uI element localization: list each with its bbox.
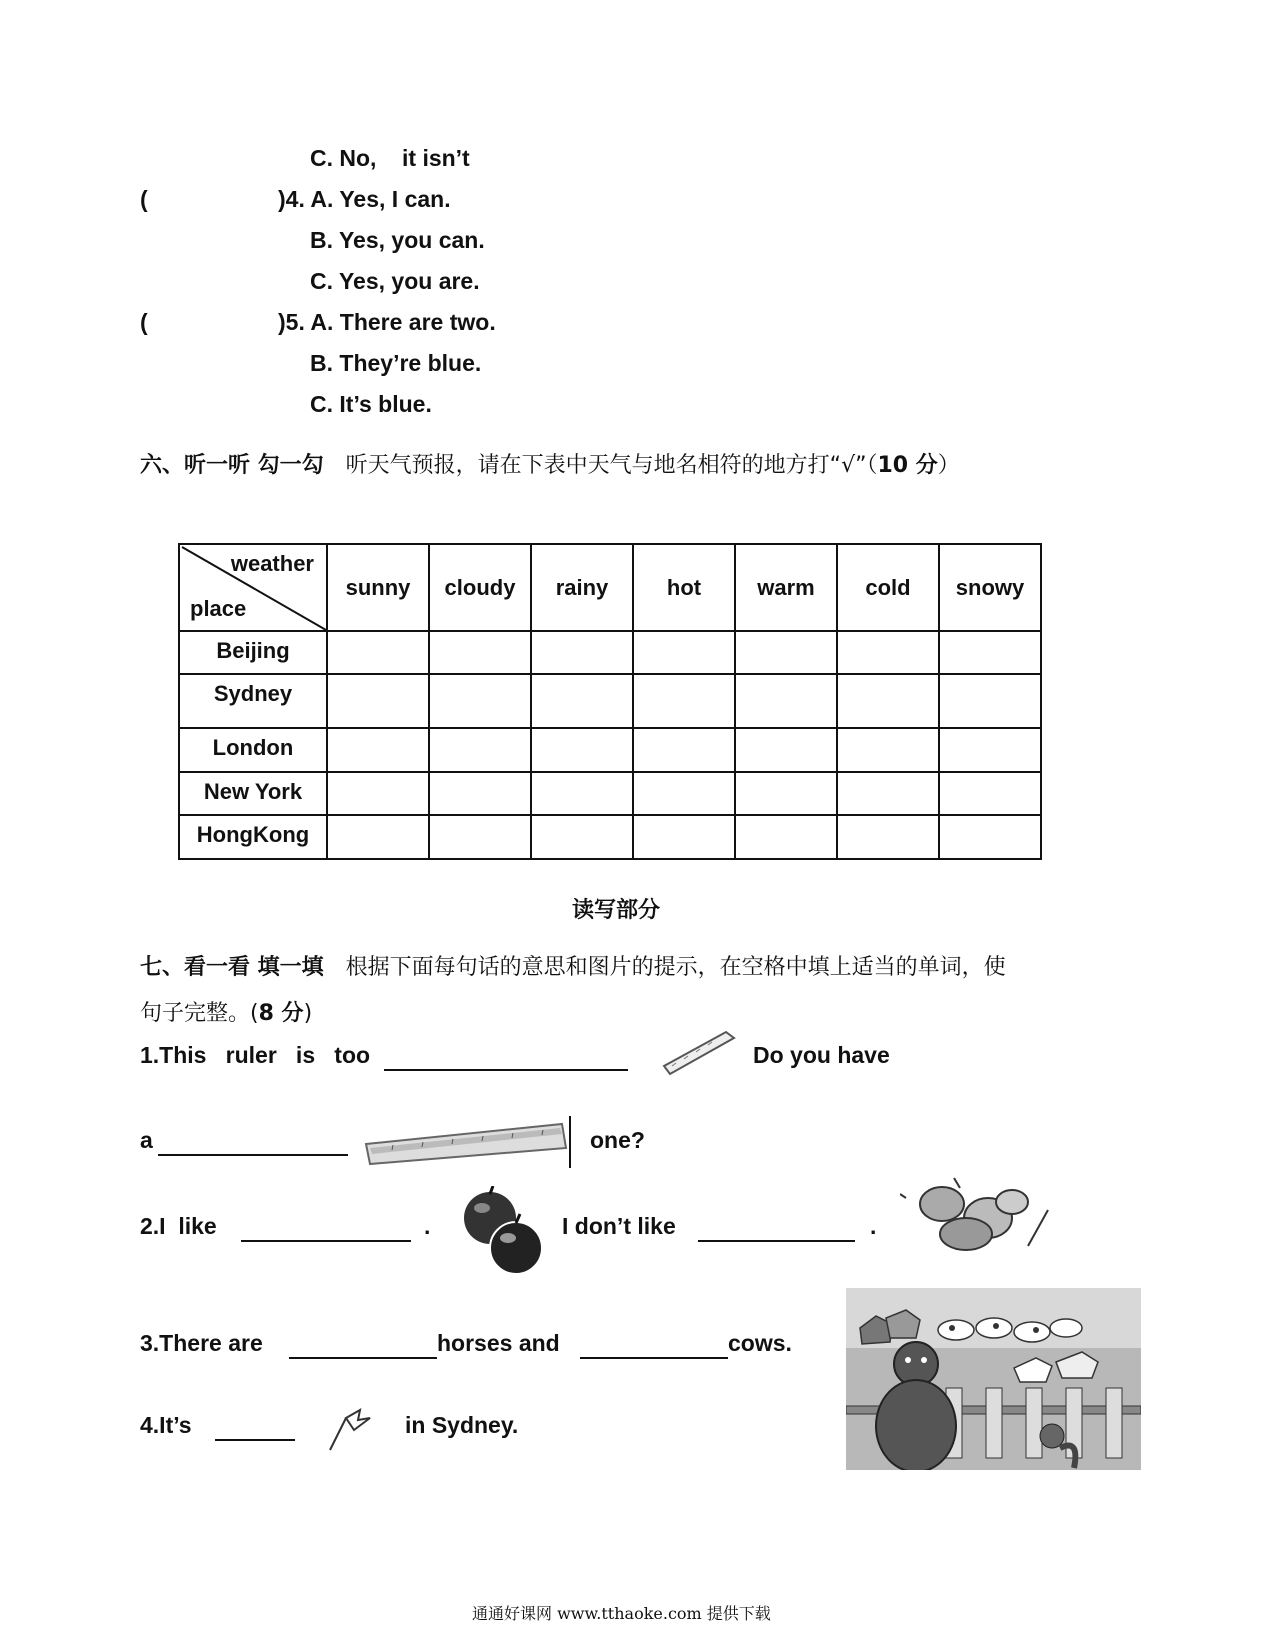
table-corner-cell [179, 544, 327, 631]
section7-score: 8 分 [258, 1001, 304, 1026]
q3-text-1: 3.There are [140, 1330, 263, 1356]
q4-text-2: in Sydney. [405, 1412, 519, 1438]
check-cell[interactable] [429, 631, 531, 674]
row-header: London [179, 728, 327, 772]
check-cell[interactable] [429, 815, 531, 859]
q4-option-b: B. Yes, you can. [310, 227, 485, 253]
q3-blank-1[interactable] [289, 1335, 437, 1359]
weather-header-row [179, 544, 1041, 631]
table-row [179, 815, 1041, 859]
column-header: sunny [327, 544, 429, 631]
column-header: rainy [531, 544, 633, 631]
q1-text-1: 1.This ruler is too [140, 1042, 371, 1068]
q4-answer-paren[interactable]: ( [140, 186, 148, 212]
long-ruler-icon [362, 1114, 572, 1175]
pears-icon [900, 1176, 1050, 1259]
column-header: snowy [939, 544, 1041, 631]
check-cell[interactable] [939, 631, 1041, 674]
column-header: warm [735, 544, 837, 631]
q3-option-c: C. No, it isn’t [310, 145, 470, 171]
farm-picture [846, 1288, 1141, 1470]
vertical-bar [569, 1116, 571, 1168]
q4-blank[interactable] [215, 1417, 295, 1441]
q3-text-3: cows. [728, 1330, 792, 1356]
check-cell[interactable] [939, 772, 1041, 815]
q1-text-4: one? [590, 1127, 645, 1153]
q2-dot-2: . [870, 1213, 877, 1239]
corner-weather-label: weather [230, 551, 314, 576]
q4-option-a: )4. A. Yes, I can. [278, 186, 451, 212]
check-cell[interactable] [531, 728, 633, 772]
section7-close: ) [303, 1001, 313, 1026]
q4-text-1: 4.It’s [140, 1412, 192, 1438]
corner-place-label: place [190, 596, 247, 621]
q3-blank-2[interactable] [580, 1335, 728, 1359]
q5-option-a: )5. A. There are two. [278, 309, 496, 335]
check-cell[interactable] [735, 772, 837, 815]
apples-icon [458, 1186, 548, 1283]
table-row [179, 772, 1041, 815]
section6-close: ） [937, 453, 960, 478]
column-header: cloudy [429, 544, 531, 631]
row-header: HongKong [179, 815, 327, 859]
check-cell[interactable] [837, 631, 939, 674]
table-row [179, 631, 1041, 674]
check-cell[interactable] [429, 728, 531, 772]
q3-text-2: horses and [437, 1330, 560, 1356]
check-cell[interactable] [531, 772, 633, 815]
section7-heading-line2 [140, 996, 312, 1027]
check-cell[interactable] [633, 815, 735, 859]
check-cell[interactable] [327, 674, 429, 728]
check-cell[interactable] [735, 674, 837, 728]
section6-instruction: 听天气预报，请在下表中天气与地名相符的地方打“√”（ [345, 453, 878, 478]
part-title: 读写部分 [572, 898, 661, 923]
check-cell[interactable] [837, 674, 939, 728]
check-cell[interactable] [327, 772, 429, 815]
column-header: hot [633, 544, 735, 631]
section6-heading [140, 448, 960, 479]
row-header: Sydney [179, 674, 327, 728]
check-cell[interactable] [429, 772, 531, 815]
check-cell[interactable] [429, 674, 531, 728]
q1-text-2: Do you have [753, 1042, 890, 1068]
check-cell[interactable] [531, 815, 633, 859]
q1-blank-1[interactable] [384, 1047, 628, 1071]
check-cell[interactable] [735, 631, 837, 674]
q2-text-2: I don’t like [562, 1213, 676, 1239]
q2-text-1: 2.I like [140, 1213, 217, 1239]
check-cell[interactable] [633, 674, 735, 728]
check-cell[interactable] [837, 815, 939, 859]
q2-blank-2[interactable] [698, 1218, 855, 1242]
q4-option-c: C. Yes, you are. [310, 268, 480, 294]
q5-answer-paren[interactable]: ( [140, 309, 148, 335]
check-cell[interactable] [633, 772, 735, 815]
section6-title: 六、听一听 勾一勾 [140, 453, 324, 478]
weather-table [178, 543, 1042, 860]
check-cell[interactable] [327, 815, 429, 859]
q5-option-b: B. They’re blue. [310, 350, 482, 376]
q2-blank-1[interactable] [241, 1218, 411, 1242]
q2-dot-1: . [424, 1213, 431, 1239]
check-cell[interactable] [939, 815, 1041, 859]
table-row [179, 728, 1041, 772]
column-header: cold [837, 544, 939, 631]
check-cell[interactable] [327, 631, 429, 674]
section7-title: 七、看一看 填一填 [140, 955, 324, 980]
check-cell[interactable] [633, 631, 735, 674]
check-cell[interactable] [531, 674, 633, 728]
row-header: New York [179, 772, 327, 815]
check-cell[interactable] [735, 815, 837, 859]
section7-heading [140, 950, 1006, 981]
check-cell[interactable] [939, 674, 1041, 728]
check-cell[interactable] [531, 631, 633, 674]
check-cell[interactable] [837, 772, 939, 815]
check-cell[interactable] [633, 728, 735, 772]
short-ruler-icon [660, 1028, 740, 1081]
check-cell[interactable] [939, 728, 1041, 772]
section6-score: 10 分 [877, 453, 938, 478]
footer-text: 通通好课网 www.tthaoke.com 提供下载 [472, 1604, 771, 1623]
section7-instruction-2: 句子完整。( [140, 1001, 259, 1026]
q5-option-c: C. It’s blue. [310, 391, 432, 417]
row-header: Beijing [179, 631, 327, 674]
table-row [179, 674, 1041, 728]
flag-icon [326, 1404, 376, 1459]
check-cell[interactable] [837, 728, 939, 772]
section7-instruction: 根据下面每句话的意思和图片的提示，在空格中填上适当的单词，使 [345, 955, 1006, 980]
check-cell[interactable] [735, 728, 837, 772]
check-cell[interactable] [327, 728, 429, 772]
q1-blank-2[interactable] [158, 1132, 348, 1156]
q1-text-3: a [140, 1127, 153, 1153]
